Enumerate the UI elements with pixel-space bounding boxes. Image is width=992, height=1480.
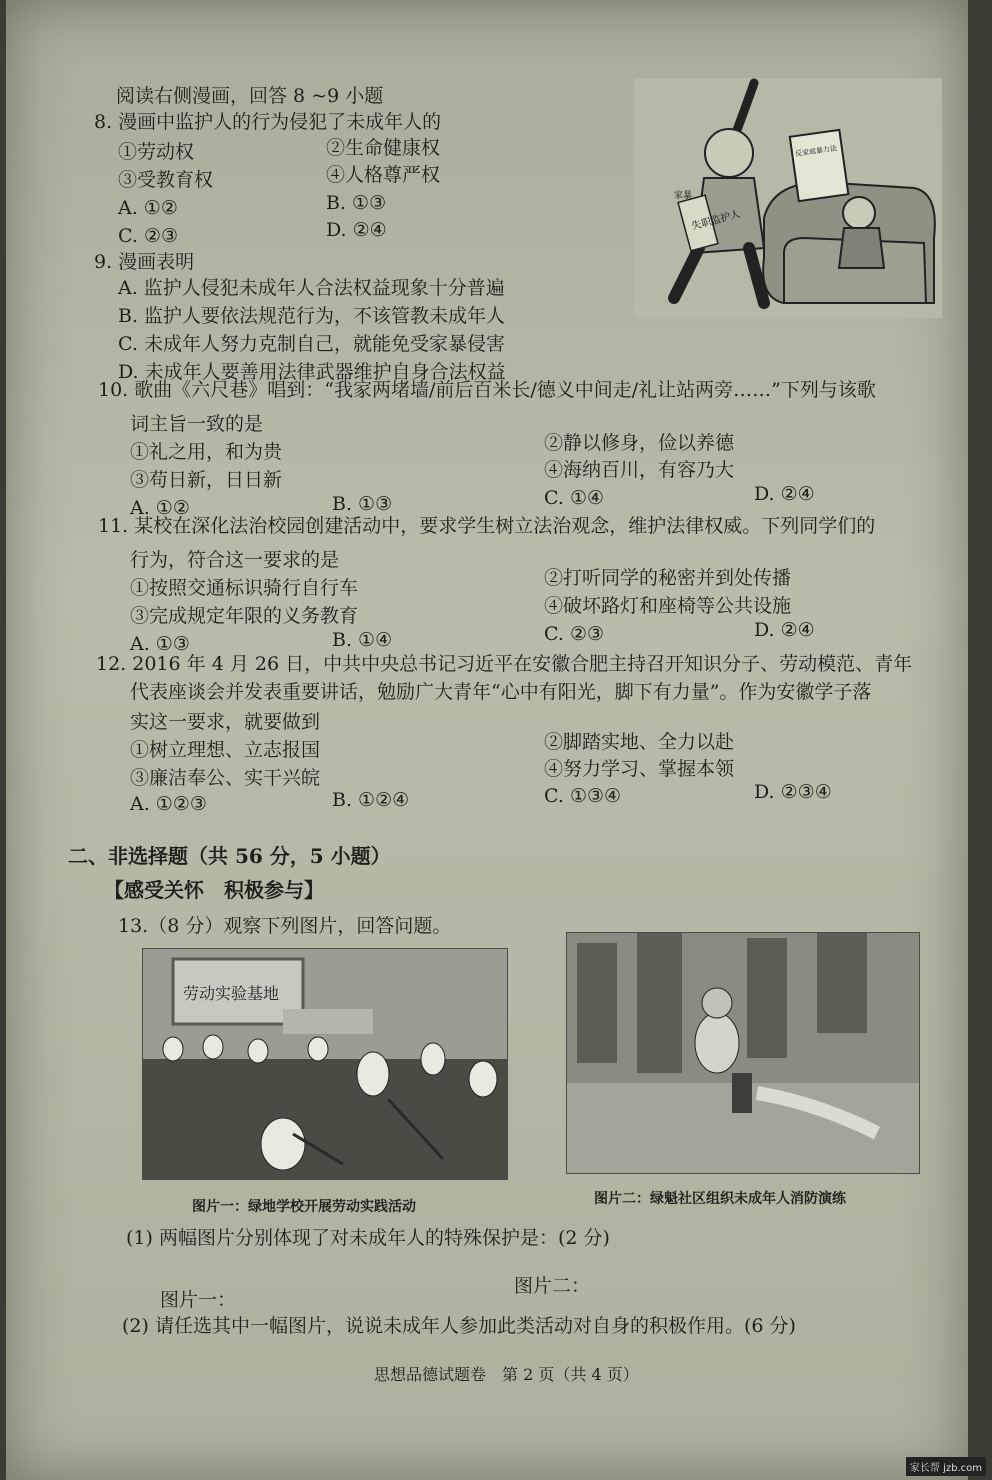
q8-stem: 8. 漫画中监护人的行为侵犯了未成年人的 xyxy=(94,111,442,133)
page-footer: 思想品德试题卷 第 2 页（共 4 页） xyxy=(374,1365,639,1384)
q12-answer-a: A. ①②③ xyxy=(130,793,207,815)
q9-answer-c: C. 未成年人努力克制自己，就能免受家暴侵害 xyxy=(118,333,505,355)
q12-answer-d: D. ②③④ xyxy=(754,781,832,803)
q10-option-1: ①礼之用，和为贵 xyxy=(130,441,283,463)
q10-answer-c: C. ①④ xyxy=(544,487,605,509)
q11-option-1: ①按照交通标识骑行自行车 xyxy=(130,577,359,599)
q11-answer-a: A. ①③ xyxy=(130,633,190,655)
q8-option-4: ④人格尊严权 xyxy=(326,164,441,186)
q12-stem-line1: 12. 2016 年 4 月 26 日，中共中央总书记习近平在安徽合肥主持召开知识分子、劳动模范、青年 xyxy=(96,653,913,675)
q11-option-2: ②打听同学的秘密并到处传播 xyxy=(544,567,792,589)
photo-fire-drill xyxy=(566,932,920,1174)
q11-answer-d: D. ②④ xyxy=(754,619,815,641)
q11-stem-line1: 11. 某校在深化法治校园创建活动中，要求学生树立法治观念，维护法律权威。下列同学们的 xyxy=(98,515,876,537)
q10-option-2: ②静以修身，俭以养德 xyxy=(544,432,735,454)
q13-part2: (2) 请任选其中一幅图片，说说未成年人参加此类活动对自身的积极作用。(6 分) xyxy=(122,1315,796,1337)
q12-option-3: ③廉洁奉公、实干兴皖 xyxy=(130,767,321,789)
q8-answer-b: B. ①③ xyxy=(326,192,387,214)
cartoon-label-law: 反家庭暴力法 xyxy=(794,144,838,159)
subsection-heading: 【感受关怀 积极参与】 xyxy=(104,878,324,902)
q9-stem: 9. 漫画表明 xyxy=(94,251,195,273)
q9-answer-b: B. 监护人要依法规范行为，不该管教未成年人 xyxy=(118,305,506,327)
q12-answer-b: B. ①②④ xyxy=(332,789,410,811)
q12-stem-line3: 实这一要求，就要做到 xyxy=(130,711,321,733)
photo2-caption: 图片二：绿魁社区组织未成年人消防演练 xyxy=(594,1191,846,1207)
section-heading: 二、非选择题（共 56 分，5 小题） xyxy=(68,844,391,868)
q12-stem-line2: 代表座谈会并发表重要讲话，勉励广大青年“心中有阳光，脚下有力量”。作为安徽学子落 xyxy=(130,681,872,703)
q11-option-3: ③完成规定年限的义务教育 xyxy=(130,605,359,627)
q11-option-4: ④破坏路灯和座椅等公共设施 xyxy=(544,595,792,617)
photo-labor-practice xyxy=(142,948,508,1180)
q13-fill-photo2: 图片二： xyxy=(514,1275,591,1297)
q9-answer-a: A. 监护人侵犯未成年人合法权益现象十分普遍 xyxy=(118,277,505,299)
q10-stem-line1: 10. 歌曲《六尺巷》唱到：“我家两堵墙/前后百米长/德义中间走/礼让站两旁……”下列与该歌 xyxy=(98,379,876,401)
exam-page xyxy=(6,0,968,1480)
q10-answer-a: A. ①② xyxy=(130,497,190,519)
cartoon-label-guardian: 失职监护人 xyxy=(690,208,742,233)
q10-option-4: ④海纳百川，有容乃大 xyxy=(544,459,735,481)
q13-stem: 13.（8 分）观察下列图片，回答问题。 xyxy=(118,915,452,937)
q8-answer-c: C. ②③ xyxy=(118,225,179,247)
q13-part1: (1) 两幅图片分别体现了对未成年人的特殊保护是：(2 分) xyxy=(126,1227,610,1249)
cartoon-illustration xyxy=(634,78,942,318)
q11-answer-c: C. ②③ xyxy=(544,623,605,645)
q8-answer-a: A. ①② xyxy=(118,197,178,219)
intro-text: 阅读右侧漫画，回答 8 ~9 小题 xyxy=(116,85,384,107)
q12-option-4: ④努力学习、掌握本领 xyxy=(544,758,735,780)
q10-answer-d: D. ②④ xyxy=(754,483,815,505)
q8-option-2: ②生命健康权 xyxy=(326,137,441,159)
q8-option-1: ①劳动权 xyxy=(118,141,195,163)
q10-answer-b: B. ①③ xyxy=(332,493,393,515)
q12-answer-c: C. ①③④ xyxy=(544,785,622,807)
q9-answer-d: D. 未成年人要善用法律武器维护自身合法权益 xyxy=(118,361,506,383)
photo1-caption: 图片一：绿地学校开展劳动实践活动 xyxy=(192,1199,416,1215)
q11-answer-b: B. ①④ xyxy=(332,629,393,651)
site-watermark: 家长帮 jzb.com xyxy=(906,1457,986,1476)
q12-option-1: ①树立理想、立志报国 xyxy=(130,739,321,761)
photo1-sign-text: 劳动实验基地 xyxy=(183,984,280,1003)
q13-fill-photo1: 图片一： xyxy=(160,1289,237,1311)
q10-option-3: ③苟日新，日日新 xyxy=(130,469,283,491)
cartoon-label-violence: 家暴 xyxy=(674,191,693,201)
q8-answer-d: D. ②④ xyxy=(326,219,387,241)
q11-stem-line2: 行为，符合这一要求的是 xyxy=(130,549,340,571)
q8-option-3: ③受教育权 xyxy=(118,169,214,191)
q12-option-2: ②脚踏实地、全力以赴 xyxy=(544,731,735,753)
q10-stem-line2: 词主旨一致的是 xyxy=(130,413,264,435)
